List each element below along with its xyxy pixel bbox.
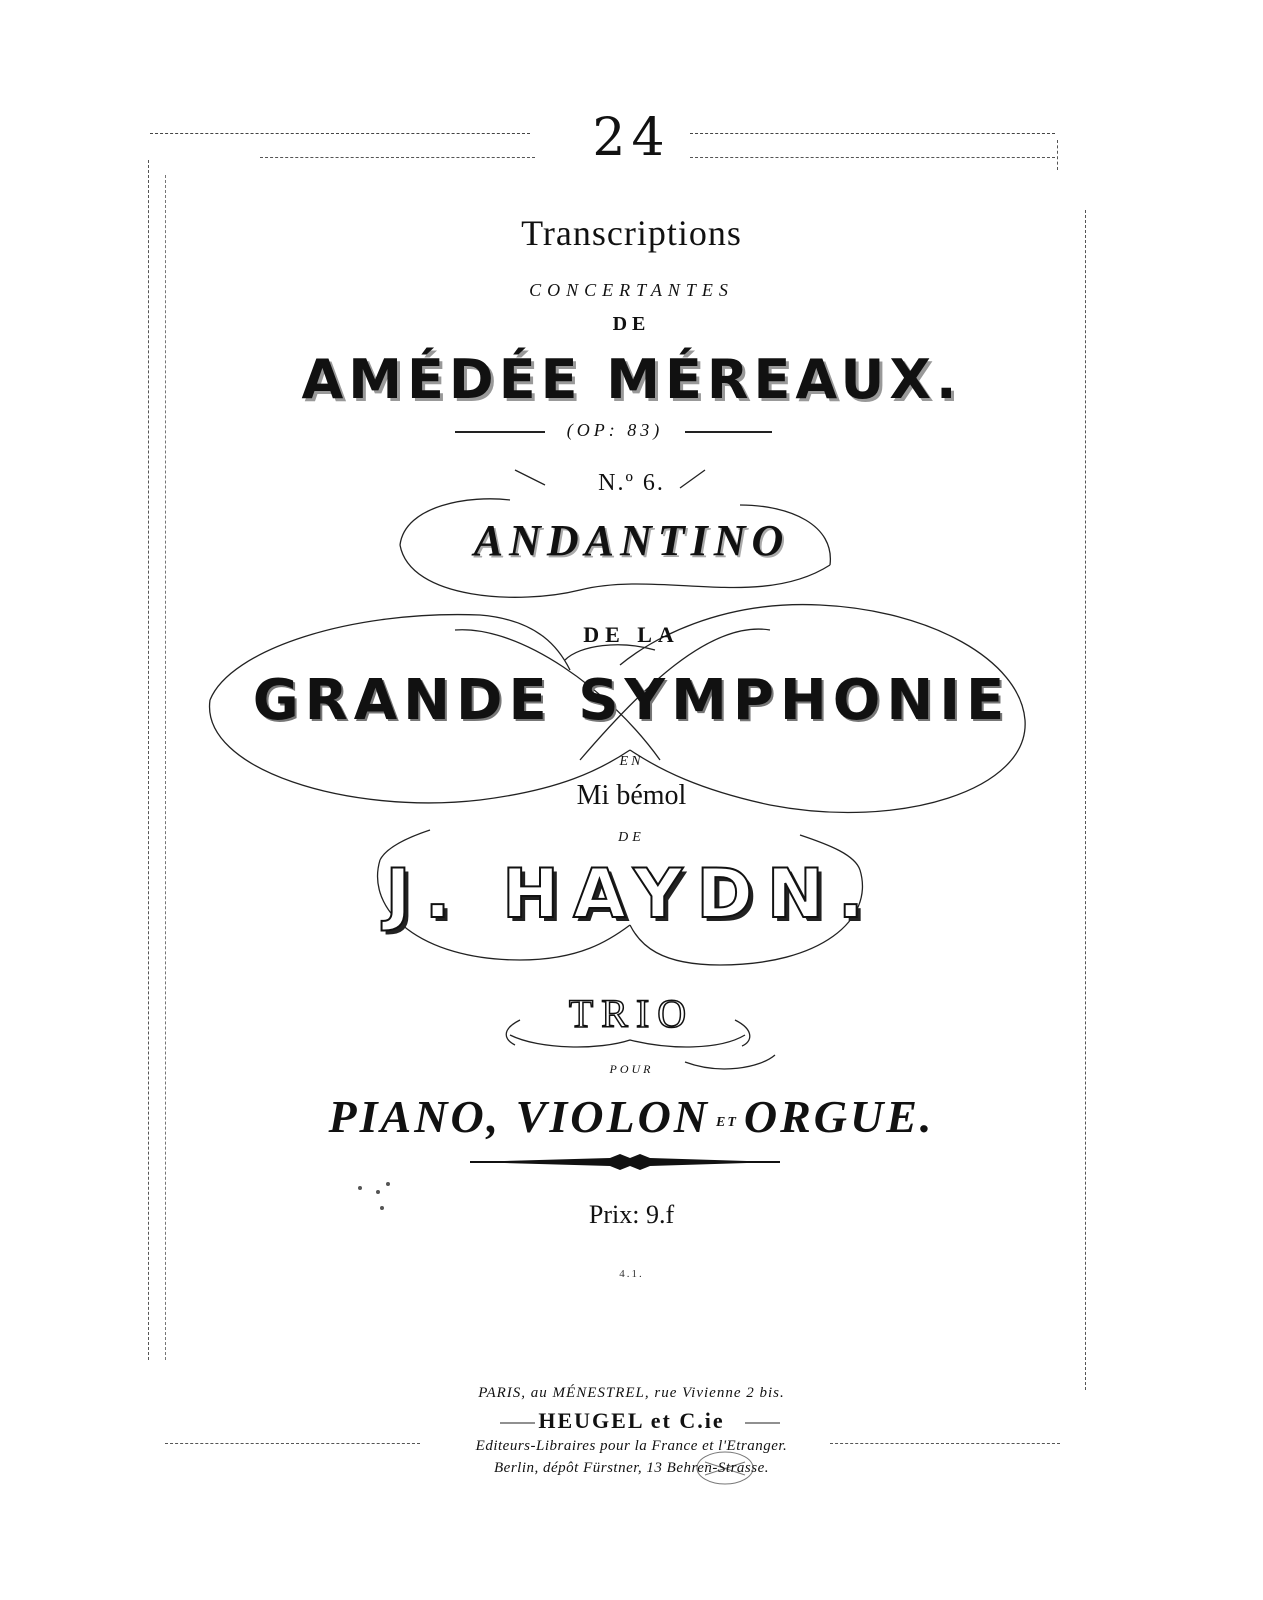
key-label: Mi bémol [576,780,687,811]
de-label: DE [612,313,651,335]
publisher-address: PARIS, au MÉNESTREL, rue Vivienne 2 bis. [478,1385,785,1401]
piece-number: N.º 6. [598,470,665,496]
instrument-organ: ORGUE. [743,1091,935,1142]
opus-row [455,420,775,444]
collection-number: 24 [592,108,671,168]
instrument-piano: PIANO, [328,1091,502,1142]
publisher-name: HEUGEL et C.ie [538,1408,725,1433]
pour-label: POUR [609,1062,654,1076]
plate-number: 4.1. [619,1268,644,1280]
et-label: ET [716,1115,738,1130]
berlin-depot: Berlin, dépôt Fürstner, 13 Behren-Strasse. [494,1460,769,1476]
publisher-description: Editeurs-Libraires pour la France et l'Etranger. [475,1438,788,1454]
title: Transcriptions [521,213,742,253]
arranger-name: AMÉDÉE MÉREAUX. [301,348,962,411]
de-la-label: DE LA [583,622,680,647]
ensemble-label: TRIO [568,991,695,1036]
de-composer-label: DE [618,830,645,845]
instrumentation [0,1090,1263,1143]
work-title: GRANDE SYMPHONIE [252,668,1011,733]
composer-name: J. HAYDN. [385,855,878,934]
opus-number: (OP: 83) [566,420,664,440]
movement-title: ANDANTINO [473,516,790,565]
instrument-violin: VIOLON [515,1091,711,1142]
price: Prix: 9.f [588,1200,675,1229]
subtitle: CONCERTANTES [529,280,734,300]
en-label: EN [619,754,644,769]
